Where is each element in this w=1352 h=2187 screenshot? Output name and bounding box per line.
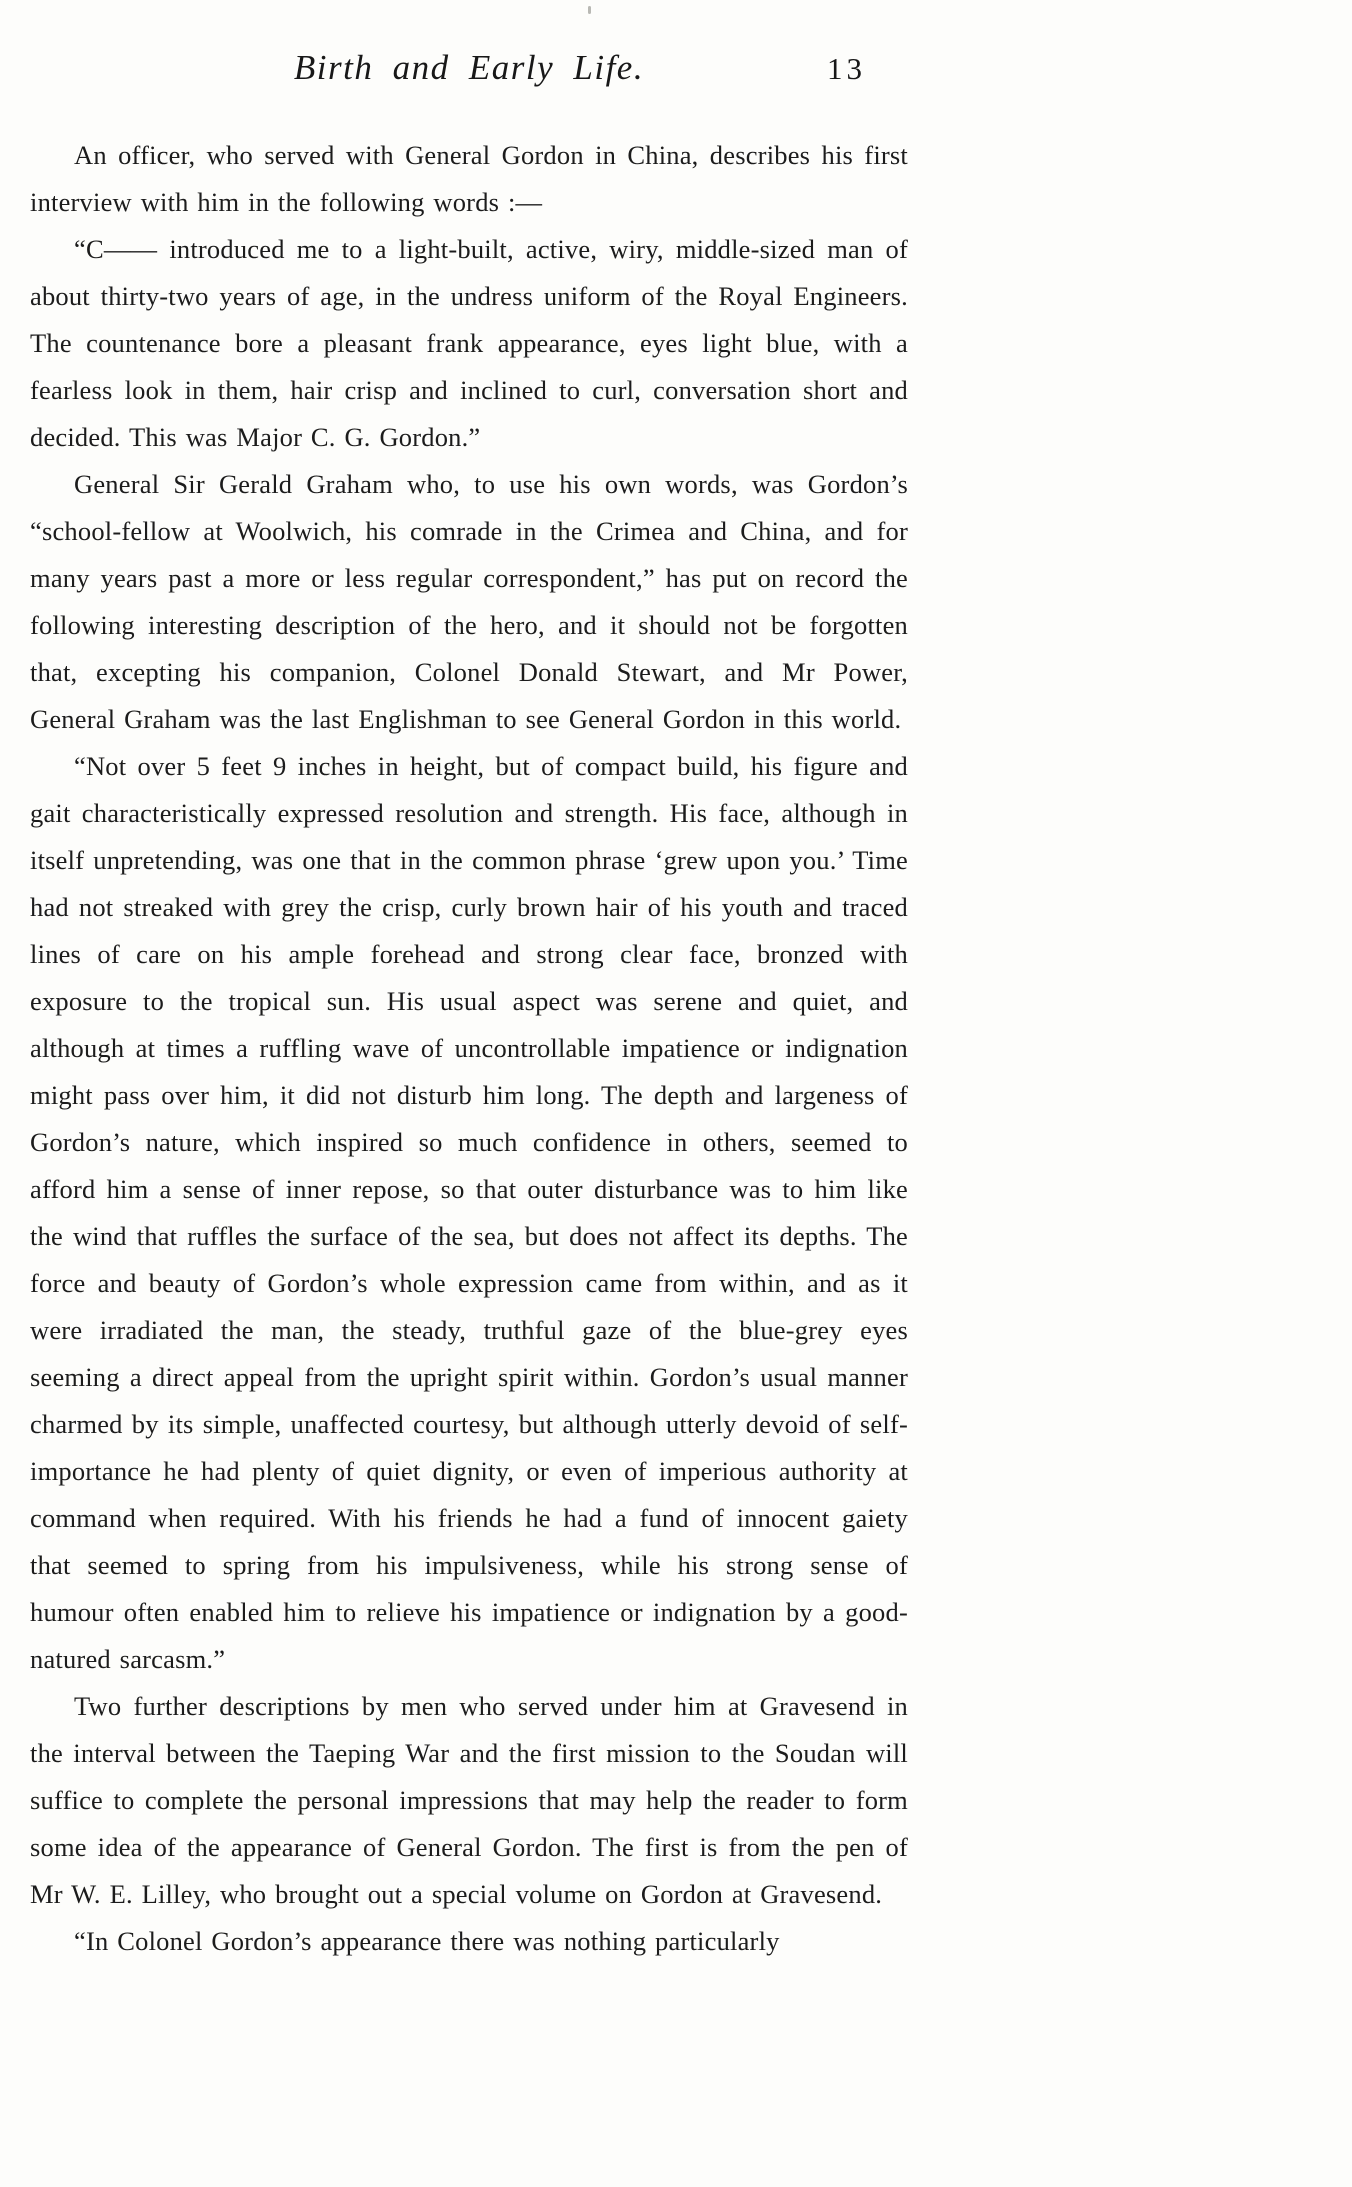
paragraph: General Sir Gerald Graham who, to use his own words, was Gordon’s “school-fellow at Woolwich, his comrade in the Crimea and China, and for many years past a more or less regular correspondent,” has put on record the following interesting description of the hero, and it should not be forgotten that, excepting his companion, Colonel Donald Stewart, and Mr Power, General Graham was the last Englishman to see General Gordon in this world. (30, 469, 908, 734)
page-body (30, 132, 908, 1965)
running-title: Birth and Early Life. (293, 48, 645, 87)
paragraph: “C—— introduced me to a light-built, active, wiry, middle-sized man of about thirty-two years of age, in the undress uniform of the Royal Engineers. The countenance bore a pleasant frank appearance, eyes light blue, with a fearless look in them, hair crisp and inclined to curl, conversation short and decided. This was Major C. G. Gordon.” (30, 234, 908, 452)
paragraph: An officer, who served with General Gordon in China, describes his first interview with him in the following words :— (30, 140, 908, 217)
scan-artifact (588, 6, 591, 14)
paragraph: Two further descriptions by men who served under him at Gravesend in the interval between the Taeping War and the first mission to the Soudan will suffice to complete the personal impressions that may help the reader to form some idea of the appearance of General Gordon. The first is from the pen of Mr W. E. Lilley, who brought out a special volume on Gordon at Gravesend. (30, 1691, 908, 1909)
text-block (30, 48, 908, 1965)
page-number: 13 (827, 51, 866, 86)
paragraph: “Not over 5 feet 9 inches in height, but of compact build, his figure and gait characteristically expressed resolution and strength. His face, although in itself unpretending, was one that in the common phrase ‘grew upon you.’ Time had not streaked with grey the crisp, curly brown hair of his youth and traced lines of care on his ample forehead and strong clear face, bronzed with exposure to the tropical sun. His usual aspect was serene and quiet, and although at times a ruffling wave of uncontrollable impatience or indignation might pass over him, it did not disturb him long. The depth and largeness of Gordon’s nature, which inspired so much confidence in others, seemed to afford him a sense of inner repose, so that outer disturbance was to him like the wind that ruffles the surface of the sea, but does not affect its depths. The force and beauty of Gordon’s whole expression came from within, and as it were irradiated the man, the steady, truthful gaze of the blue-grey eyes seeming a direct appeal from the upright spirit within. Gordon’s usual manner charmed by its simple, unaffected courtesy, but although utterly devoid of self-importance he had plenty of quiet dignity, or even of imperious authority at command when required. With his friends he had a fund of innocent gaiety that seemed to spring from his impulsiveness, while his strong sense of humour often enabled him to relieve his impatience or indignation by a good-natured sarcasm.” (30, 751, 908, 1674)
paragraph: “In Colonel Gordon’s appearance there was nothing particularly (74, 1926, 780, 1956)
page-header (30, 48, 908, 106)
